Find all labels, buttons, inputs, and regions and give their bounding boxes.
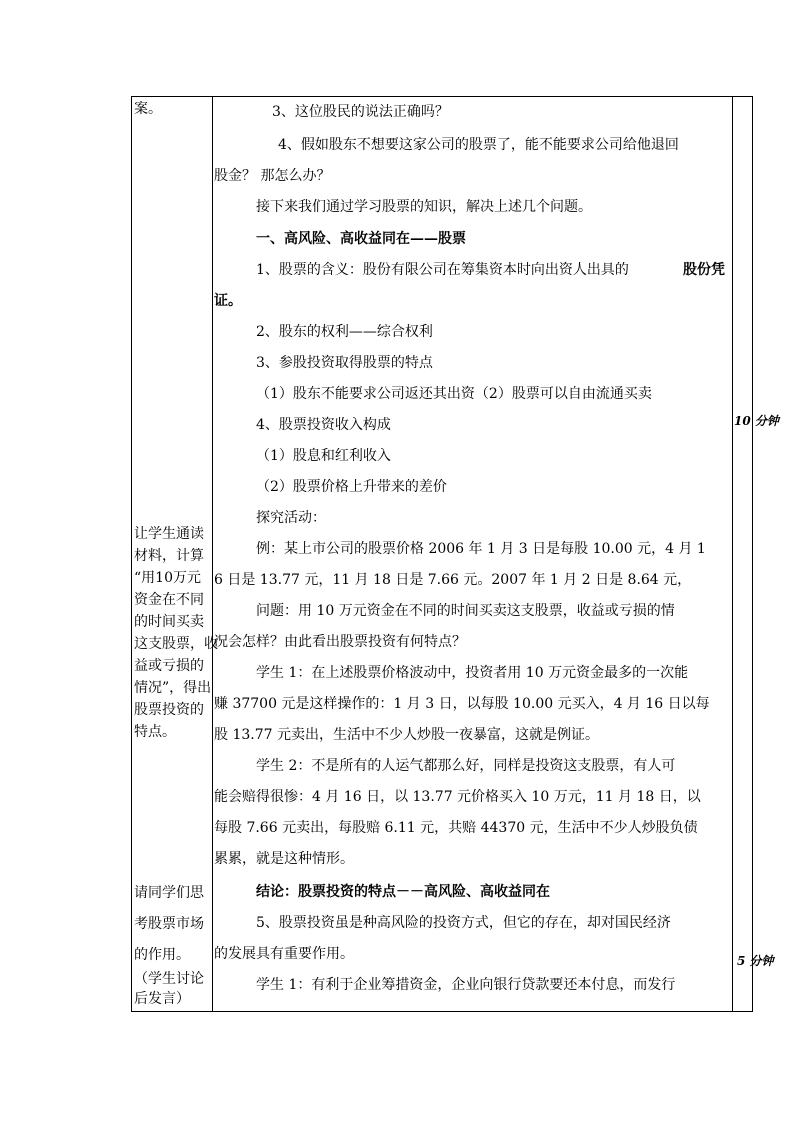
left-note-line: 材料，计算 [134, 548, 204, 564]
main-line: 5、股票投资虽是种高风险的投资方式，但它的存在，却对国民经济 [256, 915, 671, 931]
main-line: 学生 1：在上述股票价格波动中，投资者用 10 万元资金最多的一次能 [256, 665, 689, 681]
main-line: 例：某上市公司的股票价格 2006 年 1 月 3 日是每股 10.00 元，4 月 1 [256, 541, 706, 557]
section-heading: 一、高风险、高收益同在——股票 [256, 231, 466, 247]
left-note-line: 特点。 [134, 724, 176, 740]
main-line: 学生 1：有利于企业筹措资金，企业向银行贷款要还本付息，而发行 [256, 977, 676, 993]
left-note-line: 考股票市场 [134, 916, 204, 932]
main-line: 4、假如股东不想要这家公司的股票了，能不能要求公司给他退回 [278, 137, 679, 153]
table-left-border [131, 96, 132, 1012]
left-note-line: 请同学们思 [134, 885, 204, 901]
left-note-line: 的作用。 [134, 947, 190, 963]
main-line: 3、参股投资取得股票的特点 [256, 355, 433, 371]
conclusion-heading: 结论：股票投资的特点－－高风险、高收益同在 [256, 884, 550, 900]
main-line: （2）股票价格上升带来的差价 [256, 479, 447, 495]
main-line: 1、股票的含义：股份有限公司在筹集资本时向出资人出具的 [256, 262, 629, 278]
left-note-line: 益或亏损的 [134, 658, 204, 674]
main-line-bold: 证。 [214, 293, 242, 309]
main-line: 学生 2：不是所有的人运气都那么好，同样是投资这支股票，有人可 [256, 758, 676, 774]
main-line: 每股 7.66 元卖出，每股赔 6.11 元，共赔 44370 元，生活中不少人炒股负债 [214, 820, 698, 836]
table-bottom-border [131, 1011, 753, 1012]
main-line: 2、股东的权利——综合权利 [256, 324, 433, 340]
time-note: 10 分钟 [734, 414, 779, 428]
left-note-line: （学生讨论 [134, 971, 204, 987]
left-note-line: “用10万元 [134, 570, 201, 586]
table-divider-2 [732, 96, 733, 1012]
main-line: 接下来我们通过学习股票的知识，解决上述几个问题。 [256, 199, 592, 215]
table-divider-1 [212, 96, 213, 1012]
main-line: 股金？ 那怎么办？ [214, 168, 331, 184]
table-top-border [131, 96, 753, 97]
left-note-line: 情况”，得出 [134, 680, 212, 696]
time-note: 5 分钟 [737, 954, 774, 968]
main-line: 股 13.77 元卖出，生活中不少人炒股一夜暴富，这就是例证。 [214, 727, 599, 743]
main-line-bold: 股份凭 [683, 262, 725, 278]
left-note-line: 后发言） [134, 991, 190, 1007]
main-line: 况会怎样？由此看出股票投资有何特点？ [214, 634, 466, 650]
main-line: 6 日是 13.77 元，11 月 18 日是 7.66 元。2007 年 1 月 2 日是 8.64 元， [214, 572, 692, 588]
left-note-line: 这支股票，收 [134, 636, 218, 652]
left-col-continuation: 案。 [134, 101, 162, 117]
main-line: 的发展具有重要作用。 [214, 946, 354, 962]
main-line: 探究活动： [256, 510, 326, 526]
main-line: （1）股东不能要求公司返还其出资（2）股票可以自由流通买卖 [256, 386, 652, 402]
main-line: （1）股息和红利收入 [256, 448, 391, 464]
main-line: 3、这位股民的说法正确吗？ [272, 104, 449, 120]
left-note-line: 资金在不同 [134, 592, 204, 608]
main-line: 4、股票投资收入构成 [256, 417, 391, 433]
left-note-line: 的时间买卖 [134, 614, 204, 630]
left-note-line: 股票投资的 [134, 702, 204, 718]
table-right-border [752, 96, 753, 1012]
main-line: 能会赔得很惨：4 月 16 日，以 13.77 元价格买入 10 万元，11 月 18 日，以 [214, 789, 701, 805]
main-line: 问题：用 10 万元资金在不同的时间买卖这支股票，收益或亏损的情 [256, 603, 675, 619]
left-note-line: 让学生通读 [134, 526, 204, 542]
main-line: 赚 37700 元是这样操作的：1 月 3 日，以每股 10.00 元买入，4 月 16 日以每 [214, 696, 710, 712]
main-line: 累累，就是这种情形。 [214, 851, 354, 867]
